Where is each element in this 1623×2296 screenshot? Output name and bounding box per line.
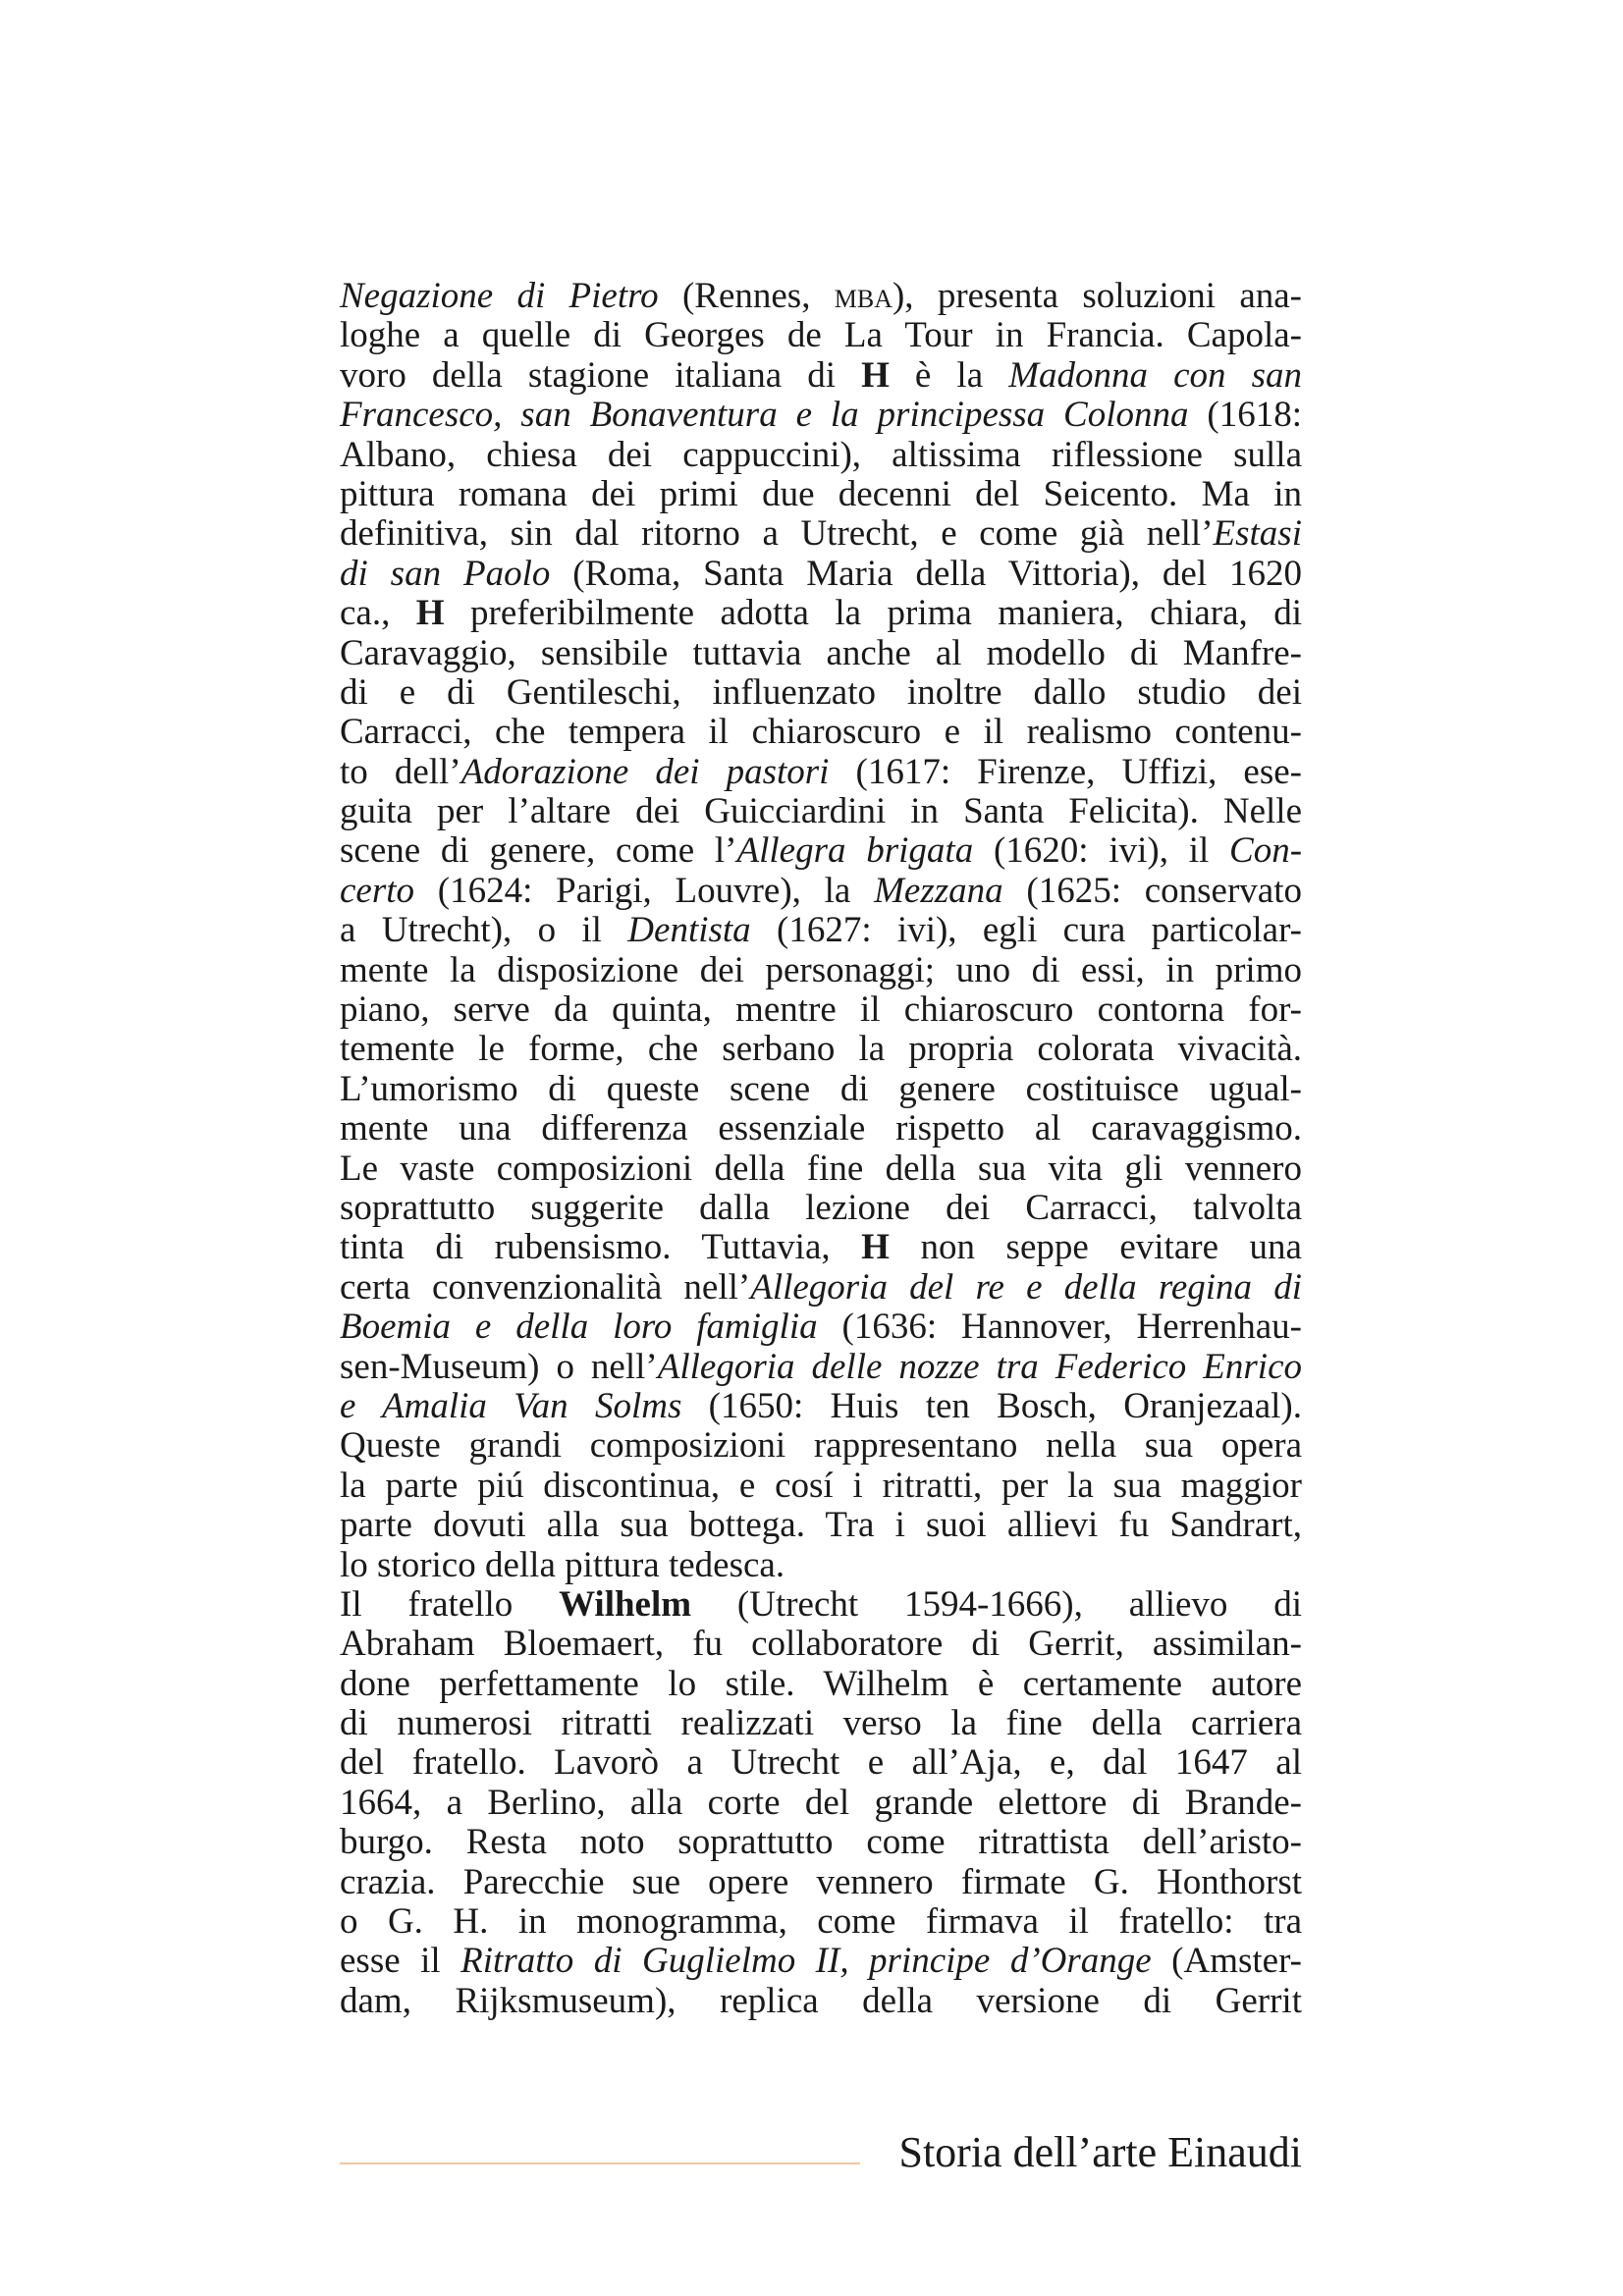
text-line: crazia. Parecchie sue opere vennero firmate G. Honthorst	[340, 1861, 1302, 1902]
page-footer	[340, 2125, 1302, 2184]
text-line: L’umorismo di queste scene di genere costituisce ugual-	[340, 1068, 1302, 1109]
text-line: mente la disposizione dei personaggi; uno di essi, in primo	[340, 949, 1302, 990]
text-line: burgo. Resta noto soprattutto come ritrattista dell’aristo-	[340, 1822, 1302, 1863]
text-line: temente le forme, che serbano la propria colorata vivacità.	[340, 1029, 1302, 1070]
text-line: tinta di rubensismo. Tuttavia, H non seppe evitare una	[340, 1227, 1302, 1268]
text-line: Abraham Bloemaert, fu collaboratore di Gerrit, assimilan-	[340, 1624, 1302, 1665]
text-line: Albano, chiesa dei cappuccini), altissima riflessione sulla	[340, 434, 1302, 475]
text-line: to dell’Adorazione dei pastori (1617: Firenze, Uffizi, ese-	[340, 751, 1302, 792]
text-line: parte dovuti alla sua bottega. Tra i suoi allievi fu Sandrart,	[340, 1505, 1302, 1546]
text-line: Carracci, che tempera il chiaroscuro e il realismo contenu-	[340, 712, 1302, 753]
footer-rule	[340, 2163, 860, 2164]
text-line: certa convenzionalità nell’Allegoria del re e della regina di	[340, 1266, 1302, 1308]
body-text	[340, 277, 1302, 2021]
text-line: voro della stagione italiana di H è la Madonna con san	[340, 354, 1302, 396]
text-line: la parte piú discontinua, e cosí i ritratti, per la sua maggior	[340, 1465, 1302, 1506]
text-line: a Utrecht), o il Dentista (1627: ivi), egli cura particolar-	[340, 910, 1303, 951]
text-line: mente una differenza essenziale rispetto al caravaggismo.	[340, 1108, 1302, 1149]
text-line: o G. H. in monogramma, come firmava il fratello: tra	[340, 1901, 1302, 1943]
text-line: esse il Ritratto di Guglielmo II, principe d’Orange (Amster-	[340, 1941, 1303, 1982]
text-line: Boemia e della loro famiglia (1636: Hannover, Herrenhau-	[340, 1307, 1302, 1348]
text-line: Queste grandi composizioni rappresentano nella sua opera	[340, 1425, 1302, 1467]
text-line: piano, serve da quinta, mentre il chiaroscuro contorna for-	[340, 989, 1302, 1031]
text-line: definitiva, sin dal ritorno a Utrecht, e come già nell’Estasi	[340, 513, 1302, 555]
text-line: lo storico della pittura tedesca.	[340, 1544, 785, 1585]
text-line: di san Paolo (Roma, Santa Maria della Vittoria), del 1620	[340, 553, 1302, 594]
text-line: scene di genere, come l’Allegra brigata (1620: ivi), il Con-	[340, 830, 1303, 872]
text-line: pittura romana dei primi due decenni del Seicento. Ma in	[340, 473, 1302, 514]
text-line: loghe a quelle di Georges de La Tour in Francia. Capola-	[340, 315, 1302, 356]
text-line: soprattutto suggerite dalla lezione dei Carracci, talvolta	[340, 1187, 1302, 1228]
text-line: Negazione di Pietro (Rennes, mba), presenta soluzioni ana-	[340, 276, 1302, 316]
text-line: ca., H preferibilmente adotta la prima maniera, chiara, di	[340, 593, 1302, 634]
text-line: Le vaste composizioni della fine della sua vita gli vennero	[340, 1148, 1302, 1189]
text-line: sen-Museum) o nell’Allegoria delle nozze tra Federico Enrico	[340, 1346, 1302, 1387]
text-line: Francesco, san Bonaventura e la principessa Colonna (1618:	[340, 395, 1303, 436]
text-line: di numerosi ritratti realizzati verso la fine della carriera	[340, 1703, 1302, 1744]
text-line: del fratello. Lavorò a Utrecht e all’Aja, e, dal 1647 al	[340, 1742, 1302, 1784]
text-line: Caravaggio, sensibile tuttavia anche al modello di Manfre-	[340, 632, 1302, 673]
text-line: e Amalia Van Solms (1650: Huis ten Bosch, Oranjezaal).	[340, 1385, 1302, 1426]
text-line: di e di Gentileschi, influenzato inoltre dallo studio dei	[340, 671, 1302, 713]
text-line: 1664, a Berlino, alla corte del grande elettore di Brande-	[340, 1782, 1302, 1823]
text-line: guita per l’altare dei Guicciardini in Santa Felicita). Nelle	[340, 791, 1302, 832]
text-line: dam, Rijksmuseum), replica della versione di Gerrit	[340, 1980, 1302, 2021]
text-line: certo (1624: Parigi, Louvre), la Mezzana (1625: conservato	[340, 870, 1302, 911]
text-line: Il fratello Wilhelm (Utrecht 1594-1666), allievo di	[340, 1583, 1302, 1625]
footer-title: Storia dell’arte Einaudi	[898, 2128, 1302, 2176]
text-line: done perfettamente lo stile. Wilhelm è certamente autore	[340, 1663, 1302, 1704]
